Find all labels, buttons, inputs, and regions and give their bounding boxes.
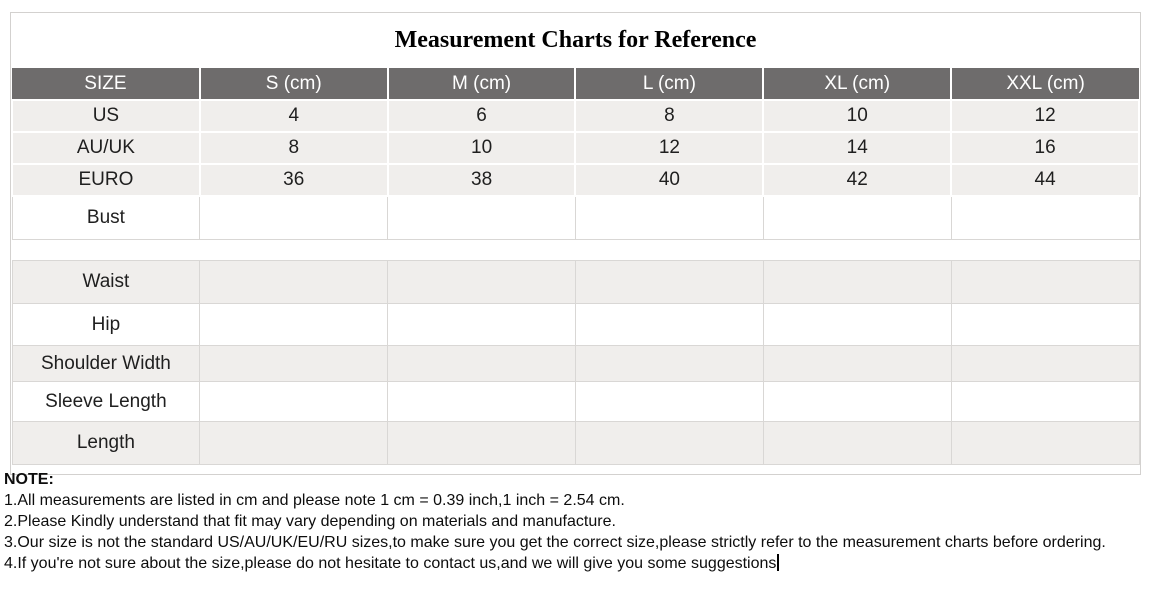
note-item-3: 3.Our size is not the standard US/AU/UK/EU/RU sizes,to make sure you get the correct size,please strictly refer to the measurement charts before ordering. — [4, 534, 1106, 551]
row-label-cell: Shoulder Width — [12, 346, 200, 382]
value-cell — [388, 346, 576, 382]
table-row-auuk — [12, 132, 1139, 164]
value-cell: 38 — [388, 164, 576, 196]
value-cell: 12 — [575, 132, 763, 164]
size-table — [11, 68, 1140, 465]
table-row-length — [12, 422, 1139, 465]
value-cell — [575, 304, 763, 346]
value-cell: 44 — [951, 164, 1139, 196]
value-cell — [200, 261, 388, 304]
table-row-waist — [12, 261, 1139, 304]
row-label-cell: Hip — [12, 304, 200, 346]
size-table-header — [12, 68, 1139, 100]
row-label-cell: EURO — [12, 164, 200, 196]
column-header-size: SIZE — [12, 68, 200, 100]
text-cursor — [777, 554, 779, 571]
value-cell — [763, 261, 951, 304]
value-cell — [951, 422, 1139, 465]
value-cell — [763, 422, 951, 465]
value-cell — [763, 346, 951, 382]
spacer-row — [12, 240, 1139, 261]
value-cell — [200, 382, 388, 422]
value-cell — [951, 346, 1139, 382]
column-header-xl: XL (cm) — [763, 68, 951, 100]
note-item-1: 1.All measurements are listed in cm and please note 1 cm = 0.39 inch,1 inch = 2.54 cm. — [4, 492, 625, 509]
table-row-hip — [12, 304, 1139, 346]
row-label-cell: Bust — [12, 196, 200, 240]
row-label-cell: US — [12, 100, 200, 132]
value-cell: 40 — [575, 164, 763, 196]
column-header-l: L (cm) — [575, 68, 763, 100]
value-cell: 6 — [388, 100, 576, 132]
value-cell: 10 — [388, 132, 576, 164]
row-label-cell: Sleeve Length — [12, 382, 200, 422]
value-cell — [388, 304, 576, 346]
table-row-us — [12, 100, 1139, 132]
value-cell: 42 — [763, 164, 951, 196]
value-cell — [763, 196, 951, 240]
value-cell — [575, 382, 763, 422]
value-cell — [388, 382, 576, 422]
table-row-shoulder-width — [12, 346, 1139, 382]
size-chart-panel — [10, 12, 1141, 475]
value-cell — [200, 422, 388, 465]
table-row-euro — [12, 164, 1139, 196]
value-cell — [951, 261, 1139, 304]
column-header-s: S (cm) — [200, 68, 388, 100]
column-header-xxl: XXL (cm) — [951, 68, 1139, 100]
value-cell: 8 — [200, 132, 388, 164]
value-cell — [575, 196, 763, 240]
table-row-bust — [12, 196, 1139, 240]
value-cell — [763, 382, 951, 422]
table-row-sleeve-length — [12, 382, 1139, 422]
value-cell — [200, 196, 388, 240]
value-cell: 12 — [951, 100, 1139, 132]
value-cell — [763, 304, 951, 346]
value-cell — [575, 261, 763, 304]
row-label-cell: Waist — [12, 261, 200, 304]
value-cell: 16 — [951, 132, 1139, 164]
column-header-m: M (cm) — [388, 68, 576, 100]
value-cell: 36 — [200, 164, 388, 196]
note-item-4 — [4, 553, 1147, 574]
value-cell — [388, 196, 576, 240]
value-cell — [388, 422, 576, 465]
note-item-2: 2.Please Kindly understand that fit may vary depending on materials and manufacture. — [4, 513, 616, 530]
value-cell: 4 — [200, 100, 388, 132]
value-cell — [200, 304, 388, 346]
chart-title: Measurement Charts for Reference — [394, 27, 757, 53]
value-cell — [951, 382, 1139, 422]
header-row — [12, 68, 1139, 100]
row-label-cell: Length — [12, 422, 200, 465]
row-label-cell: AU/UK — [12, 132, 200, 164]
notes-heading: NOTE: — [4, 471, 54, 488]
value-cell — [200, 346, 388, 382]
value-cell — [951, 304, 1139, 346]
value-cell: 10 — [763, 100, 951, 132]
spacer-cell — [12, 240, 1139, 261]
value-cell — [388, 261, 576, 304]
value-cell — [951, 196, 1139, 240]
note-item-4-text: 4.If you're not sure about the size,please do not hesitate to contact us,and we will give you some suggestions — [4, 555, 777, 572]
value-cell: 14 — [763, 132, 951, 164]
value-cell — [575, 346, 763, 382]
value-cell — [575, 422, 763, 465]
notes-section — [4, 469, 1147, 574]
value-cell: 8 — [575, 100, 763, 132]
